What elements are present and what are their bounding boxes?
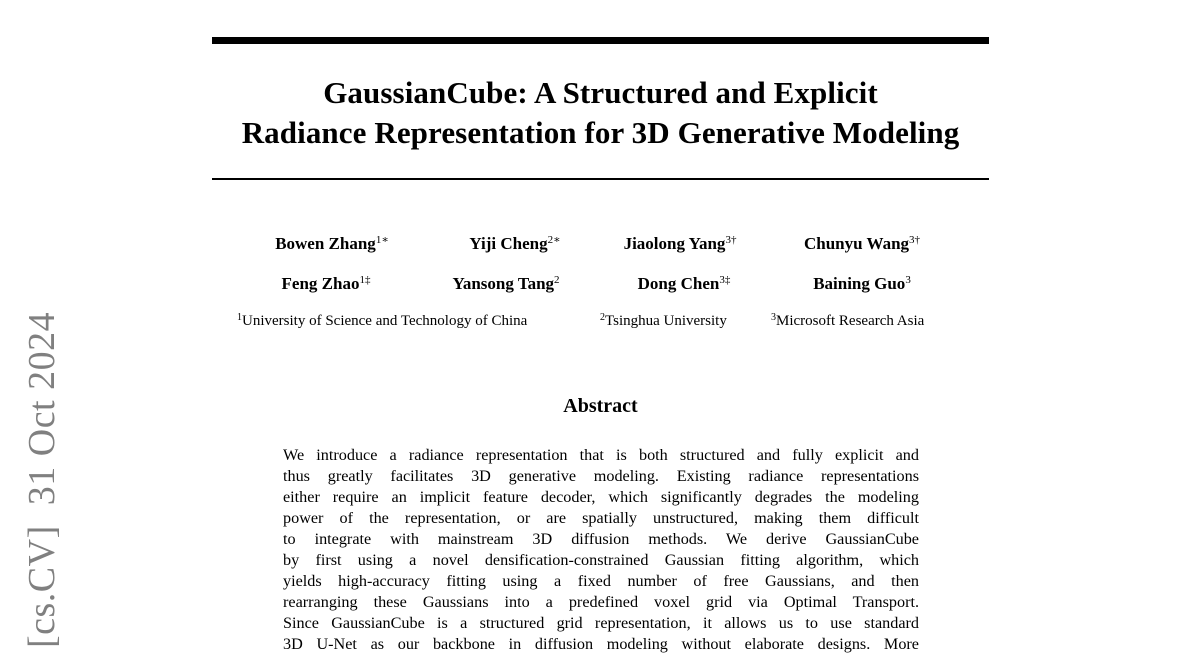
title-top-rule [212,37,989,44]
abstract-line: Since GaussianCube is a structured grid representation, it allows us to use standard [283,614,919,632]
abstract-line: either require an implicit feature decoder, which significantly degrades the modeling [283,488,919,506]
author-affil-mark: 1‡ [359,274,371,286]
title-line-1: GaussianCube: A Structured and Explicit [323,75,878,110]
abstract-body [283,445,919,655]
affiliation-tsinghua [600,313,727,330]
affiliation-name: Tsinghua University [605,313,727,329]
author-name: Jiaolong Yang [623,234,726,253]
affiliation-mark: 3 [771,312,776,323]
affiliation-name: University of Science and Technology of China [242,313,528,329]
author-name: Chunyu Wang [803,234,910,253]
abstract-line: We introduce a radiance representation that is both structured and fully explicit and [283,446,919,464]
abstract-line: 3D U-Net as our backbone in diffusion modeling without elaborate designs. More [283,635,919,653]
affiliation-mark: 2 [600,312,605,323]
author-baining-guo [813,274,911,294]
abstract-line: by first using a novel densification-constrained Gaussian fitting algorithm, which [283,551,919,569]
author-yiji-cheng [469,234,560,254]
title-bottom-rule [212,178,989,180]
affiliation-msra [771,313,924,330]
affiliation-name: Microsoft Research Asia [776,313,925,329]
author-jiaolong-yang [624,234,737,254]
author-name: Bowen Zhang [275,234,376,253]
author-affil-mark: 3 [905,274,911,286]
author-name: Yiji Cheng [469,234,548,253]
abstract-line: rearranging these Gaussians into a predefined voxel grid via Optimal Transport. [283,593,919,611]
title-line-2: Radiance Representation for 3D Generative Modeling [241,115,960,150]
author-affil-mark: 3‡ [719,274,731,286]
author-name: Feng Zhao [281,274,360,293]
author-dong-chen [638,274,731,294]
author-yansong-tang [452,274,559,294]
abstract-line: to integrate with mainstream 3D diffusion methods. We derive GaussianCube [283,530,919,548]
author-name: Yansong Tang [452,274,555,293]
author-affil-mark: 2∗ [547,234,561,246]
affiliation-mark: 1 [237,312,242,323]
author-affil-mark: 1∗ [375,234,389,246]
author-name: Dong Chen [637,274,720,293]
abstract-heading: Abstract [563,395,638,417]
author-bowen-zhang [275,234,389,254]
author-affil-mark: 2 [554,274,560,286]
arxiv-side-stamp: [cs.CV] 31 Oct 2024 [21,311,63,648]
author-feng-zhao [282,274,371,294]
affiliation-ustc [237,313,527,330]
abstract-line: thus greatly facilitates 3D generative modeling. Existing radiance representations [283,467,919,485]
abstract-line: yields high-accuracy fitting using a fixed number of free Gaussians, and then [283,572,919,590]
author-affil-mark: 3† [725,234,737,246]
author-chunyu-wang [804,234,920,254]
author-name: Baining Guo [813,274,906,293]
abstract-line: power of the representation, or are spatially unstructured, making them difficult [283,509,919,527]
author-affil-mark: 3† [909,234,921,246]
paper-title [212,73,989,153]
